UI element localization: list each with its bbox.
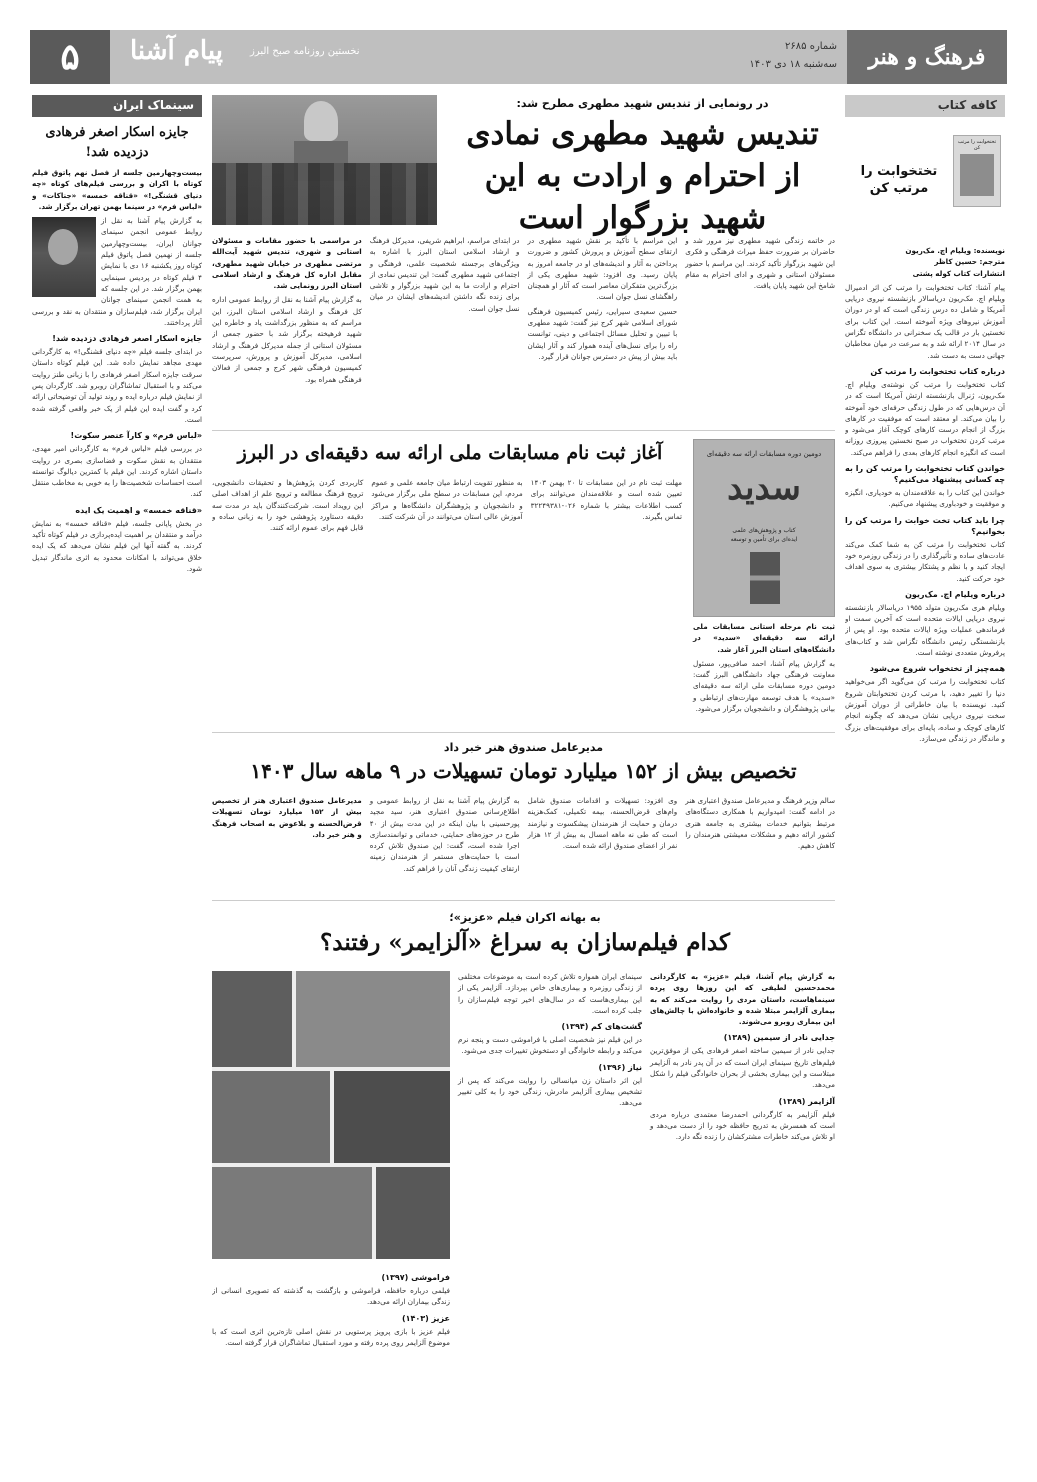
article-competition <box>212 431 835 733</box>
paragraph: سالم وزیر فرهنگ و مدیرعامل صندوق اعتباری هنر در ادامه گفت: امیدواریم با همکاری دستگاه‌های مرتبط بتوانیم خدمات بیشتری به جامعه هنری کشور ارائه دهیم و مشکلات معیشتی هنرمندان را کاهش دهیم. <box>685 796 835 851</box>
subheading: جدایی نادر از سیمین (۱۳۸۹) <box>723 1033 835 1043</box>
paragraph: خواندن این کتاب را به علاقه‌مندان به خودیاری، انگیزه و موفقیت و خودباوری پیشنهاد می‌کنیم. <box>845 488 1005 509</box>
article-kicker: به بهانه اکران فیلم «عزیز»؛ <box>449 911 601 924</box>
column-tag: سینماک ایران <box>32 95 202 117</box>
subheading: همه‌چیز از تختخواب شروع می‌شود <box>869 664 1005 674</box>
lead-paragraph: در مراسمی با حضور مقامات و مسئولان استانی و شهری، تندیس شهید آیت‌الله مرتضی مطهری در خیابان شهید مطهری، مقابل اداره کل فرهنگ و ارشاد اسلامی استان البرز رونمایی شد. <box>212 236 362 291</box>
film-stills-collage <box>212 971 450 1259</box>
right-column <box>845 95 1005 1465</box>
article-body <box>212 477 682 536</box>
article-alzheimer-films <box>212 901 835 1461</box>
statue-bust <box>304 101 338 141</box>
article-headline: کدام فیلم‌سازان به سراغ «آلزایمر» رفتند؟ <box>320 929 730 956</box>
subheading: عزیز (۱۴۰۳) <box>401 1313 450 1323</box>
paragraph: به گزارش پیام آشنا، احمد صافی‌پور، مسئول معاونت فرهنگی جهاد دانشگاهی البرز گفت: دومین دوره مسابقات ملی ارائه سه دقیقه‌ای «سدید» با هدف توسعه مهارت‌های ارتباطی و بیانی پژوهشگران و دانشجویان برگزار می‌شود. <box>693 658 835 714</box>
book-credits: نویسنده: ویلیام اچ. مک‌ریون مترجم: حسین کاظر انتشارات کتاب کوله پشتی <box>905 246 1005 278</box>
text-column <box>212 1267 450 1351</box>
text-column <box>528 235 678 388</box>
paragraph: به منظور تقویت ارتباط میان جامعه علمی و عموم مردم، این مسابقات در سطح ملی برگزار می‌شود و دانشجویان و پژوهشگران دانشگاه‌ها و مراکز آموزش عالی استان می‌توانند در آن شرکت کنند. <box>371 478 523 521</box>
paragraph: مهلت ثبت نام در این مسابقات تا ۲۰ بهمن ۱۴۰۳ تعیین شده است و علاقه‌مندان می‌توانند برای کسب اطلاعات بیشتر با شماره ۰۲۶-۳۲۲۴۹۳۸۱ تماس بگیرند. <box>530 478 682 521</box>
poster-heading: دومین دوره مسابقات ارائه سه دقیقه‌ای <box>706 450 822 458</box>
text-column <box>212 477 363 536</box>
poster-logo: سدید <box>727 468 801 508</box>
poster-subtitle: کتاب و پژوهش‌های علمی ایده‌ای برای تأمین و توسعه <box>730 527 798 543</box>
text-column <box>370 795 520 877</box>
book-text <box>845 245 1005 744</box>
paragraph: در ابتدای جلسه فیلم «چه دنیای قشنگی!» به کارگردانی مهدی مجاهد نمایش داده شد. این فیلم کوتاه داستان سرقت جایزه اسکار اصغر فرهادی را با زبانی طنز روایت می‌کند و با استقبال تماشاگران روبرو شد. کارگردان پس از نمایش فیلم درباره ایده و روند تولید آن توضیحاتی ارائه کرد و گفت ایده این فیلم از یک خبر واقعی گرفته شده است. <box>32 347 202 424</box>
section-title: فرهنگ و هنر <box>847 30 1007 84</box>
text-column <box>371 477 522 536</box>
issue-date: سه‌شنبه ۱۸ دی ۱۴۰۳ <box>749 59 837 70</box>
column-tag: کافه کتاب <box>845 95 1005 117</box>
subheading: درباره ویلیام اچ. مک‌ریون <box>905 589 1005 599</box>
subheading: گشت‌های کم (۱۳۹۴) <box>561 1022 642 1032</box>
paragraph: کتاب تختخوابت را مرتب کن به شما کمک می‌کند عادت‌های ساده و تأثیرگذاری را در زندگی روزمره خود ایجاد کنید و با نظم و پشتکار بیشتری به سوی اهداف خود حرکت کنید. <box>845 539 1005 583</box>
paragraph: این مراسم با تأکید بر نقش شهید مطهری در ارتقای سطح آموزش و پرورش کشور و ضرورت پرداختن به آثار و اندیشه‌های او در جامعه امروز به پایان رسید. وی افزود: شهید مطهری یکی از بزرگ‌ترین متفکران معاصر است که آثار او همچنان راهگشای نسل جوان است. <box>527 236 678 302</box>
article-art-fund <box>212 733 835 901</box>
article-body <box>212 235 835 388</box>
text-column <box>685 795 835 877</box>
book-cover-title: تختخوابت را مرتب کن <box>957 139 997 151</box>
text-column <box>531 477 682 536</box>
subheading: چرا باید کتاب تخت خوابت را مرتب کن را بخوانیم؟ <box>845 515 1005 536</box>
newspaper-logo: پیام آشنا <box>130 36 223 66</box>
masthead <box>30 30 1007 84</box>
subheading: «قناقه خمسه» و اهمیت یک ایده <box>75 505 202 515</box>
article-body <box>212 795 835 877</box>
tagline: نخستین روزنامه صبح البرز <box>250 46 360 57</box>
subheading: آلزایمر (۱۳۸۹) <box>778 1096 835 1106</box>
book-title: تختخوابت را مرتب کن <box>860 164 938 196</box>
left-column <box>32 95 202 1465</box>
article-kicker: در رونمایی از تندیس شهید مطهری مطرح شد: <box>516 97 769 110</box>
lead-paragraph: بیست‌وچهارمین جلسه از فصل نهم پاتوق فیلم کوتاه با اکران و بررسی فیلم‌های کوتاه «چه دنیای قشنگی!» «قناقه خمسه» «جناکات» و «لباس فرم» در سینما بهمن تهران برگزار شد. <box>32 168 202 211</box>
column-text <box>32 167 202 574</box>
paragraph: به گزارش پیام آشنا به نقل از روابط عمومی اداره کل فرهنگ و ارشاد اسلامی استان البرز، این مراسم که به منظور بزرگداشت یاد و خاطره این شهید فرهیخته برگزار شد با حضور جمعی از مسئولان استانی از جمله مدیرکل فرهنگ و ارشاد اسلامی، مدیرکل آموزش و پرورش، سرپرست کمیسیون فرهنگی شهر کرج و جمعی از فعالان فرهنگی همراه بود. <box>212 295 362 384</box>
officials-group <box>212 163 437 225</box>
page-number: ۵ <box>30 30 110 84</box>
paragraph: حسین سعیدی سیرایی، رئیس کمیسیون فرهنگی شورای اسلامی شهر کرج نیز گفت: شهید مطهری با تبیین و تحلیل مسائل اجتماعی و دینی، توانست راه را برای نسل‌های آینده هموار کند و آثار ایشان باید بیش از پیش در دسترس جوانان قرار گیرد. <box>527 306 678 361</box>
portrait-photo <box>32 217 96 297</box>
article-kicker: مدیرعامل صندوق هنر خبر داد <box>443 741 604 754</box>
film-still <box>212 1071 330 1163</box>
paragraph: فیلم آلزایمر به کارگردانی احمدرضا معتمدی درباره مردی است که همسرش به تدریج حافظه خود را از دست می‌دهد و او تلاش می‌کند خاطرات مشترکشان را زنده نگه دارد. <box>650 1109 835 1142</box>
subheading: جایزه اسکار اصغر فرهادی دزدیده شد! <box>52 334 202 344</box>
issue-info <box>749 38 837 74</box>
paragraph: در بخش پایانی جلسه، فیلم «قناقه خمسه» به نمایش درآمد و منتقدان بر اهمیت ایده‌پردازی در فیلم کوتاه تأکید کردند. به گفته آنها این فیلم نشان می‌دهد که یک ایده خلاق می‌تواند با امکانات محدود به اثری ماندگار تبدیل شود. <box>32 518 202 573</box>
subheading: «لباس فرم» و کارآ عنصر سکوت! <box>70 431 202 441</box>
article-headline: تندیس شهید مطهری نمادی از احترام و ارادت به این شهید بزرگوار است <box>466 116 819 236</box>
article-header <box>450 97 835 239</box>
paragraph: جدایی نادر از سیمین ساخته اصغر فرهادی یکی از موفق‌ترین فیلم‌های تاریخ سینمای ایران است که در آن پدر نادر به آلزایمر مبتلاست و این بیماری بخشی از بحران خانوادگی فیلم را شکل می‌دهد. <box>650 1046 835 1090</box>
text-column <box>212 795 362 877</box>
book-cover-art <box>960 154 994 196</box>
subheading: نیاز (۱۳۹۶) <box>598 1062 642 1072</box>
hourglass-icon <box>750 552 780 604</box>
paragraph: فیلمی درباره حافظه، فراموشی و بازگشت به گذشته که تصویری انسانی از زندگی بیماران ارائه می‌دهد. <box>212 1286 450 1307</box>
paragraph: در بررسی فیلم «لباس فرم» به کارگردانی امیر مهدی، منتقدان به نقش سکوت و فضاسازی بصری در روایت داستان اشاره کردند. این فیلم با کمترین دیالوگ توانسته است احساسات شخصیت‌ها را به خوبی به مخاطب منتقل کند. <box>32 444 202 499</box>
text-column <box>458 971 642 1112</box>
poster-caption <box>693 621 835 717</box>
article-headline: تخصیص بیش از ۱۵۲ میلیارد تومان تسهیلات در ۹ ماهه سال ۱۴۰۳ <box>250 759 797 783</box>
paragraph: به گزارش پیام آشنا به نقل از روابط عمومی و اطلاع‌رسانی صندوق اعتباری هنر، سید مجید پورحسینی با بیان اینکه در این مدت بیش از ۴۰ طرح در حوزه‌های حمایتی، خدماتی و توانمندسازی اجرا شده است، گفت: این صندوق تلاش کرده است با حمایت‌های مستمر از هنرمندان زمینه ارتقای کیفیت زندگی آنان را فراهم کند. <box>369 796 520 873</box>
paragraph: کتاب تختخوابت را مرتب کن نوشته‌ی ویلیام اچ. مک‌ریون، ژنرال بازنشسته ارتش آمریکا است که در آن درس‌هایی که در طول زندگی حرفه‌ای خود آموخته را بیان می‌کند. او معتقد است که موفقیت در کارهای بزرگ از انجام درست کارهای کوچک آغاز می‌شود و مرتب کردن تختخواب در صبح نخستین پیروزی روزانه است که انگیزه انجام کارهای بعدی را فراهم می‌کند. <box>845 379 1005 457</box>
subheading: خواندن کتاب تختخوابت را مرتب کن را به چه کسانی پیشنهاد می‌کنیم؟ <box>845 464 1005 485</box>
lead-paragraph: مدیرعامل صندوق اعتباری هنر از تخصیص بیش از ۱۵۲ میلیارد تومان تسهیلات قرض‌الحسنه و بلاعوض به اصحاب فرهنگ و هنر خبر داد. <box>212 796 362 839</box>
paragraph: در ابتدای مراسم، ابراهیم شریفی، مدیرکل فرهنگ و ارشاد اسلامی استان البرز با اشاره به ویژگی‌های برجسته شخصیت علمی، فرهنگی و اجتماعی شهید مطهری گفت: این تندیس نمادی از احترام و ارادت ما به این شهید بزرگوار و تلاشی برای زنده نگه داشتن اندیشه‌های ایشان در میان نسل جوان است. <box>369 236 520 313</box>
paragraph: این اثر داستان زن میانسالی را روایت می‌کند که پس از تشخیص بیماری آلزایمر مادرش، زندگی خود را به کلی تغییر می‌دهد. <box>458 1075 642 1108</box>
paragraph: ویلیام هری مک‌ریون متولد ۱۹۵۵ دریاسالار بازنشسته نیروی دریایی ایالات متحده است که آخرین سمت او فرماندهی عملیات ویژه ایالات متحده بود. او پس از بازنشستگی رئیس دانشگاه تگزاس شد و کتاب‌های پرفروش متعددی نوشته است. <box>845 602 1005 658</box>
film-still <box>212 971 292 1067</box>
subheading: فراموشی (۱۳۹۷) <box>381 1273 450 1282</box>
subheading: درباره کتاب تختخوابت را مرتب کن <box>870 366 1005 376</box>
film-still <box>296 971 450 1067</box>
paragraph: در این فیلم نیز شخصیت اصلی با فراموشی دست و پنجه نرم می‌کند و رابطه خانوادگی او دستخوش تغییرات جدی می‌شود. <box>458 1035 642 1056</box>
caption-text: ثبت نام مرحله استانی مسابقات ملی ارائه سه دقیقه‌ای «سدید» در دانشگاه‌های استان البرز آغاز شد. <box>693 622 835 654</box>
ceremony-photo <box>212 95 437 225</box>
film-still <box>376 1167 450 1259</box>
article-headline: آغاز ثبت نام مسابقات ملی ارائه سه دقیقه‌ای در البرز <box>237 442 663 464</box>
book-box <box>845 125 1005 245</box>
paragraph: سینمای ایران همواره تلاش کرده است به موضوعات مختلفی از زندگی روزمره و بیماری‌های خاص بپردازد. آلزایمر یکی از این بیماری‌هاست که در سال‌های اخیر توجه فیلم‌سازان را جلب کرده است. <box>458 972 642 1015</box>
film-still <box>212 1167 372 1259</box>
poster-image <box>693 439 835 617</box>
book-cover-image <box>953 135 1001 207</box>
main-column <box>212 95 835 1465</box>
lead-paragraph: به گزارش پیام آشنا، فیلم «عزیز» به کارگردانی محمدحسین لطیفی که این روزها روی پرده سینماهاست، داستان مردی را روایت می‌کند که به بیماری آلزایمر مبتلا شده و خانواده‌اش با چالش‌های این بیماری روبرو می‌شوند. <box>650 972 835 1027</box>
paragraph: فیلم عزیز با بازی پرویز پرستویی در نقش اصلی تازه‌ترین اثری است که با موضوع آلزایمر روی پرده رفته و مورد استقبال تماشاگران قرار گرفته است. <box>212 1326 450 1347</box>
issue-number: شماره ۲۶۸۵ <box>785 41 837 52</box>
article-statue <box>212 95 835 431</box>
portrait-face <box>48 229 78 265</box>
column-headline: جایزه اسکار اصغر فرهادی دزدیده شد! <box>45 125 189 160</box>
paragraph: به گزارش پیام آشنا به نقل از روابط عمومی انجمن سینمای جوانان ایران، بیست‌وچهارمین جلسه از نهمین فصل پاتوق فیلم کوتاه روز یکشنبه ۱۶ دی با نمایش ۴ فیلم کوتاه در پردیس سینمایی بهمن برگزار شد. در این جلسه که به همت انجمن سینمای جوانان ایران برگزار شد، فیلم‌سازان و منتقدان به نقد و بررسی آثار پرداختند. <box>32 216 202 327</box>
text-column <box>650 971 835 1146</box>
text-column <box>370 235 520 388</box>
text-column <box>212 235 362 388</box>
paragraph: وی افزود: تسهیلات و اقدامات صندوق شامل وام‌های قرض‌الحسنه، بیمه تکمیلی، کمک‌هزینه درمان و حمایت از هنرمندان پیشکسوت و نیازمند است که طی نه ماهه امسال به بیش از ۱۲ هزار نفر از اعضای صندوق ارائه شده است. <box>527 796 678 851</box>
film-still <box>334 1071 450 1163</box>
text-column <box>685 235 835 388</box>
paragraph: در خاتمه زندگی شهید مطهری نیز مرور شد و حاضران بر ضرورت حفظ میراث فرهنگی و فکری این شهید بزرگوار تأکید کردند. این مراسم با حضور مسئولان استانی و شهری و ادای احترام به مقام شامخ این شهید پایان یافت. <box>685 236 835 291</box>
paragraph: کاربردی کردن پژوهش‌ها و تحقیقات دانشجویی، ترویج فرهنگ مطالعه و ترویج علم از اهداف اصلی این رویداد است. شرکت‌کنندگان باید در مدت سه دقیقه دستاورد پژوهشی خود را به زبانی ساده و قابل فهم برای عموم ارائه کنند. <box>212 478 364 533</box>
paragraph: کتاب تختخوابت را مرتب کن می‌گوید اگر می‌خواهید دنیا را تغییر دهید، با مرتب کردن تختخوابتان شروع کنید. نویسنده با بیان خاطراتی از دوران آموزش سخت نیروی دریایی نشان می‌دهد که چگونه انجام کارهای کوچک و ساده، پایه‌ای برای موفقیت‌های بزرگ و ماندگار در زندگی می‌سازد. <box>845 677 1005 743</box>
text-column <box>528 795 678 877</box>
paragraph: پیام آشنا: کتاب تختخوابت را مرتب کن اثر ادمیرال ویلیام اچ. مک‌ریون دریاسالار بازنشسته نیروی دریایی آمریکا و شامل ده درس زندگی است که او در دوران آموزش نیروهای ویژه آموخته است. این کتاب برای نخستین بار در قالب یک سخنرانی در دانشگاه تگزاس در سال ۲۰۱۴ ارائه شد و به سرعت در میان مخاطبان جهانی دست به دست شد. <box>845 282 1005 360</box>
